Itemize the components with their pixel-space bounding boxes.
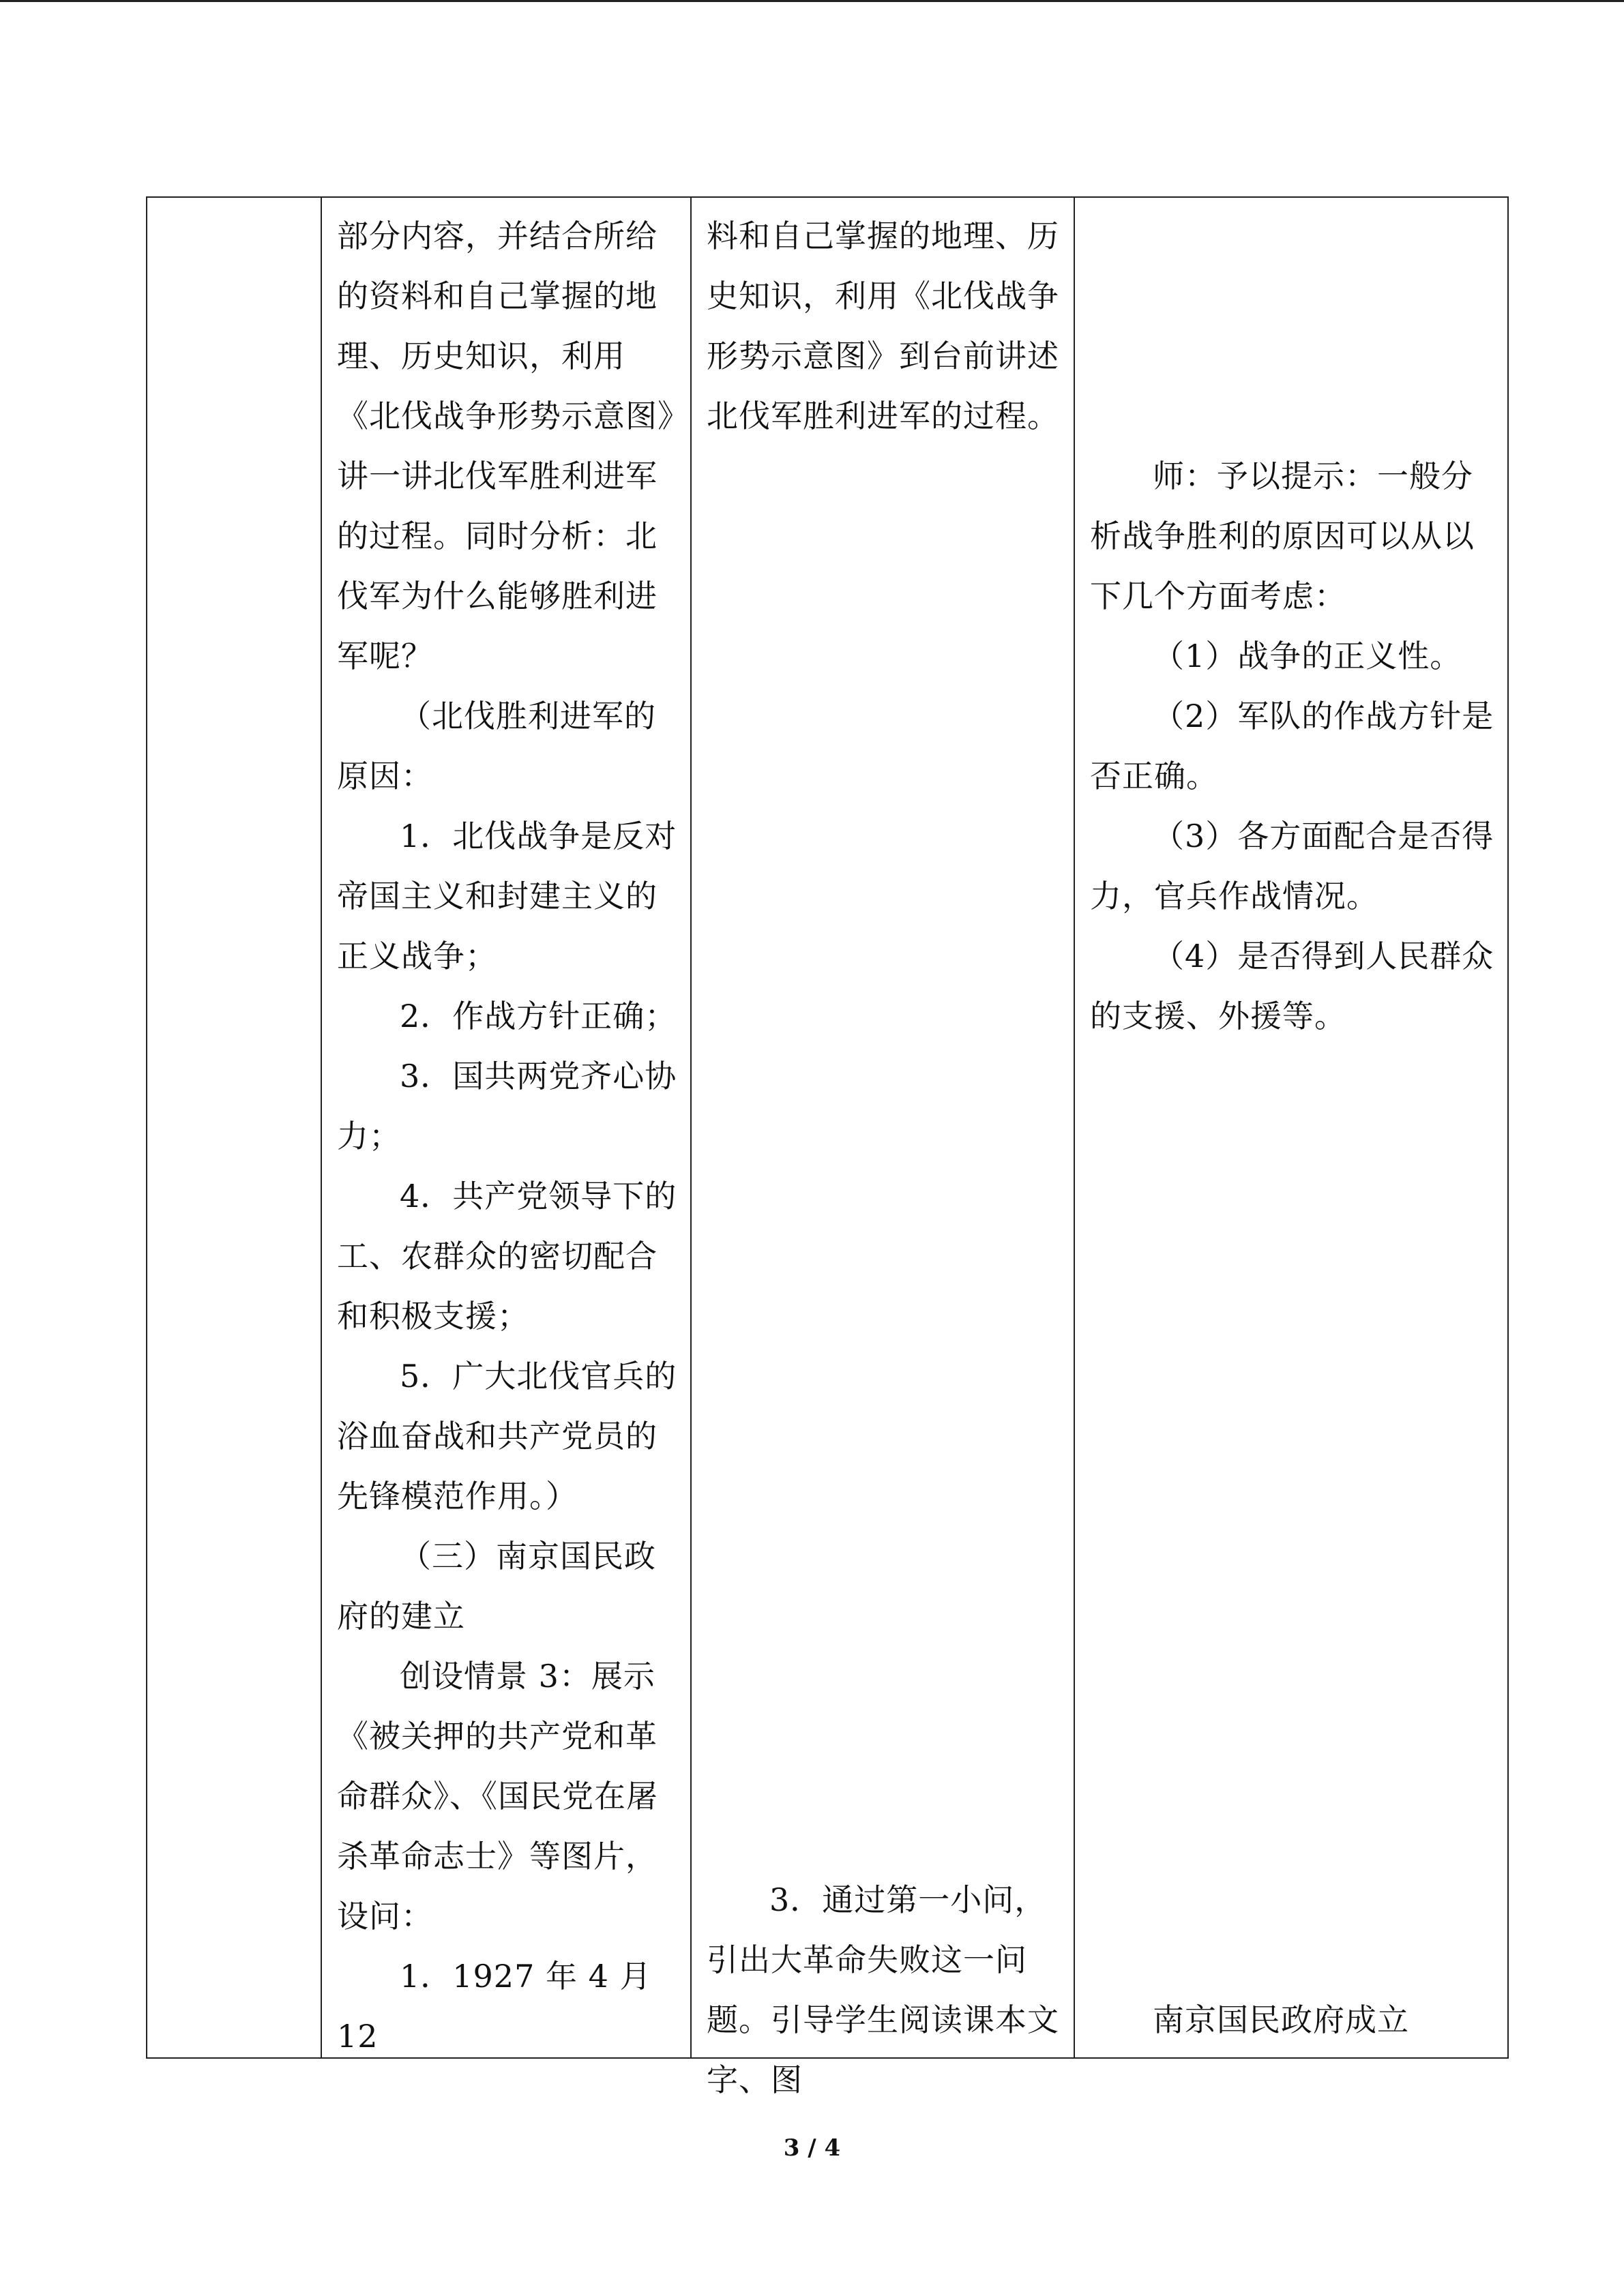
design-intent-bottom [1090,1990,1495,2050]
design-intent-text [1090,446,1495,1046]
intent-paragraph: 师：予以提示：一般分析战争胜利的原因可以从以下几个方面考虑： [1090,458,1475,614]
intent-paragraph: （3）各方面配合是否得力，官兵作战情况。 [1090,818,1494,914]
column-1-cell [147,197,321,2058]
content-paragraph: （北伐胜利进军的原因： [337,698,656,794]
design-intent-cell [1074,197,1508,2058]
content-paragraph: 2．作战方针正确； [400,998,677,1034]
teaching-content-cell [321,197,691,2058]
lesson-plan-table [146,196,1509,2098]
intent-paragraph: （2）军队的作战方针是否正确。 [1090,698,1494,794]
activity-paragraph: 料和自己掌握的地理、历史知识，利用《北伐战争形势示意图》到台前讲述北伐军胜利进军的过程。 [707,218,1059,434]
intent-paragraph: （4）是否得到人民群众的支援、外援等。 [1090,938,1494,1034]
top-border-line [0,0,1624,2]
content-paragraph: 3．国共两党齐心协力； [337,1058,677,1154]
teaching-content-text [337,206,678,2066]
content-paragraph: 1．1927 年 4 月 12 [337,1958,652,2055]
table-row [147,197,1508,2058]
content-paragraph: 4．共产党领导下的工、农群众的密切配合和积极支援； [337,1178,677,1335]
content-paragraph: （三）南京国民政府的建立 [337,1538,656,1635]
content-paragraph: 创设情景 3：展示《被关押的共产党和革命群众》、《国民党在屠杀革命志士》等图片，设问： [337,1658,658,1935]
intent-paragraph: （1）战争的正义性。 [1153,638,1462,674]
student-activity-bottom [707,1870,1061,2110]
student-activity-top [707,206,1061,446]
content-paragraph: 1．北伐战争是反对帝国主义和封建主义的正义战争； [337,818,677,974]
content-paragraph: 部分内容，并结合所给的资料和自己掌握的地理、历史知识，利用《北伐战争形势示意图》讲一讲北伐军胜利进军的过程。同时分析：北伐军为什么能够胜利进军呢？ [337,218,674,674]
intent-paragraph: 南京国民政府成立 [1153,2001,1409,2038]
page-number: 3 / 4 [783,2134,841,2162]
student-activity-cell [691,197,1074,2098]
content-paragraph: 5．广大北伐官兵的浴血奋战和共产党员的先锋模范作用。） [337,1358,677,1515]
activity-paragraph: 3．通过第一小问，引出大革命失败这一问题。引导学生阅读课本文字、图 [707,1881,1059,2098]
